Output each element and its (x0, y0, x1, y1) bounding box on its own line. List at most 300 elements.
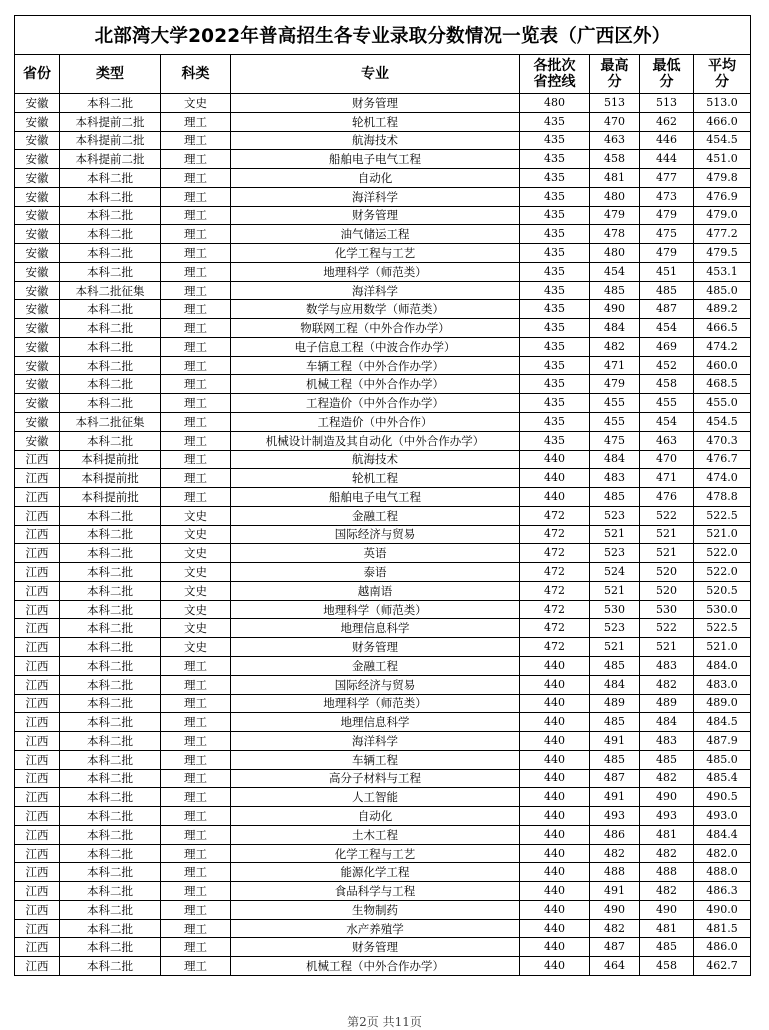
cell-major: 海洋科学 (231, 732, 520, 751)
cell-control-line: 435 (520, 244, 590, 263)
cell-max-score: 479 (590, 206, 640, 225)
cell-type: 本科二批 (60, 206, 161, 225)
cell-province: 江西 (15, 919, 60, 938)
cell-min-score: 458 (640, 375, 694, 394)
cell-major: 航海技术 (231, 131, 520, 150)
cell-category: 理工 (161, 900, 231, 919)
cell-major: 能源化学工程 (231, 863, 520, 882)
cell-category: 理工 (161, 694, 231, 713)
cell-max-score: 523 (590, 544, 640, 563)
table-row (15, 244, 751, 263)
cell-max-score: 491 (590, 788, 640, 807)
table-row (15, 413, 751, 432)
table-row (15, 750, 751, 769)
cell-max-score: 471 (590, 356, 640, 375)
cell-type: 本科提前批 (60, 488, 161, 507)
table-row (15, 581, 751, 600)
table-row (15, 281, 751, 300)
cell-major: 车辆工程（中外合作办学） (231, 356, 520, 375)
cell-avg-score: 490.5 (694, 788, 751, 807)
cell-control-line: 440 (520, 882, 590, 901)
cell-min-score: 490 (640, 900, 694, 919)
header-min-score: 最低分 (640, 55, 694, 94)
cell-control-line: 440 (520, 863, 590, 882)
cell-major: 自动化 (231, 169, 520, 188)
cell-province: 江西 (15, 450, 60, 469)
cell-category: 文史 (161, 506, 231, 525)
cell-major: 土木工程 (231, 825, 520, 844)
cell-avg-score: 470.3 (694, 431, 751, 450)
table-row (15, 394, 751, 413)
cell-province: 江西 (15, 825, 60, 844)
cell-province: 江西 (15, 750, 60, 769)
cell-category: 文史 (161, 94, 231, 113)
cell-province: 江西 (15, 713, 60, 732)
cell-major: 地理科学（师范类） (231, 262, 520, 281)
cell-category: 理工 (161, 788, 231, 807)
cell-max-score: 479 (590, 375, 640, 394)
cell-avg-score: 520.5 (694, 581, 751, 600)
cell-avg-score: 462.7 (694, 957, 751, 976)
cell-control-line: 440 (520, 469, 590, 488)
cell-avg-score: 468.5 (694, 375, 751, 394)
cell-min-score: 520 (640, 563, 694, 582)
cell-min-score: 446 (640, 131, 694, 150)
cell-major: 工程造价（中外合作） (231, 413, 520, 432)
cell-category: 理工 (161, 150, 231, 169)
cell-category: 文史 (161, 600, 231, 619)
cell-max-score: 493 (590, 807, 640, 826)
cell-avg-score: 483.0 (694, 675, 751, 694)
cell-type: 本科二批 (60, 169, 161, 188)
cell-control-line: 435 (520, 131, 590, 150)
cell-province: 江西 (15, 525, 60, 544)
cell-max-score: 485 (590, 656, 640, 675)
cell-control-line: 435 (520, 337, 590, 356)
cell-province: 安徽 (15, 394, 60, 413)
cell-max-score: 484 (590, 450, 640, 469)
cell-min-score: 482 (640, 675, 694, 694)
cell-max-score: 485 (590, 750, 640, 769)
cell-min-score: 476 (640, 488, 694, 507)
cell-major: 财务管理 (231, 638, 520, 657)
cell-category: 理工 (161, 356, 231, 375)
cell-category: 理工 (161, 413, 231, 432)
cell-min-score: 484 (640, 713, 694, 732)
cell-type: 本科二批 (60, 600, 161, 619)
cell-max-score: 491 (590, 882, 640, 901)
cell-max-score: 484 (590, 675, 640, 694)
cell-major: 生物制药 (231, 900, 520, 919)
cell-major: 地理信息科学 (231, 713, 520, 732)
header-province: 省份 (15, 55, 60, 94)
cell-control-line: 440 (520, 675, 590, 694)
cell-control-line: 440 (520, 450, 590, 469)
cell-min-score: 455 (640, 394, 694, 413)
cell-province: 江西 (15, 900, 60, 919)
cell-type: 本科二批 (60, 788, 161, 807)
cell-max-score: 455 (590, 394, 640, 413)
cell-avg-score: 522.5 (694, 619, 751, 638)
cell-avg-score: 489.0 (694, 694, 751, 713)
cell-min-score: 463 (640, 431, 694, 450)
table-row (15, 619, 751, 638)
cell-min-score: 485 (640, 750, 694, 769)
cell-avg-score: 513.0 (694, 94, 751, 113)
table-row (15, 337, 751, 356)
cell-min-score: 462 (640, 112, 694, 131)
cell-avg-score: 477.2 (694, 225, 751, 244)
cell-avg-score: 454.5 (694, 131, 751, 150)
cell-province: 江西 (15, 600, 60, 619)
cell-max-score: 485 (590, 713, 640, 732)
cell-min-score: 530 (640, 600, 694, 619)
cell-min-score: 488 (640, 863, 694, 882)
cell-type: 本科二批 (60, 732, 161, 751)
cell-type: 本科二批 (60, 900, 161, 919)
cell-type: 本科二批 (60, 807, 161, 826)
cell-type: 本科二批 (60, 94, 161, 113)
cell-major: 泰语 (231, 563, 520, 582)
cell-control-line: 472 (520, 619, 590, 638)
cell-max-score: 513 (590, 94, 640, 113)
table-row (15, 112, 751, 131)
cell-min-score: 487 (640, 300, 694, 319)
cell-avg-score: 476.7 (694, 450, 751, 469)
cell-avg-score: 466.5 (694, 319, 751, 338)
cell-max-score: 482 (590, 337, 640, 356)
cell-control-line: 440 (520, 938, 590, 957)
cell-province: 安徽 (15, 300, 60, 319)
cell-type: 本科二批 (60, 938, 161, 957)
cell-avg-score: 485.0 (694, 750, 751, 769)
cell-category: 理工 (161, 844, 231, 863)
header-category: 科类 (161, 55, 231, 94)
cell-province: 安徽 (15, 262, 60, 281)
cell-major: 财务管理 (231, 206, 520, 225)
cell-control-line: 435 (520, 431, 590, 450)
cell-major: 机械工程（中外合作办学） (231, 375, 520, 394)
cell-category: 理工 (161, 206, 231, 225)
cell-control-line: 440 (520, 844, 590, 863)
cell-type: 本科提前二批 (60, 150, 161, 169)
table-row (15, 375, 751, 394)
cell-category: 理工 (161, 488, 231, 507)
cell-major: 船舶电子电气工程 (231, 150, 520, 169)
cell-max-score: 491 (590, 732, 640, 751)
cell-min-score: 469 (640, 337, 694, 356)
cell-avg-score: 478.8 (694, 488, 751, 507)
cell-avg-score: 455.0 (694, 394, 751, 413)
cell-category: 理工 (161, 225, 231, 244)
cell-type: 本科二批 (60, 262, 161, 281)
cell-category: 文史 (161, 638, 231, 657)
cell-major: 高分子材料与工程 (231, 769, 520, 788)
cell-min-score: 477 (640, 169, 694, 188)
cell-province: 安徽 (15, 169, 60, 188)
cell-major: 地理科学（师范类） (231, 694, 520, 713)
cell-min-score: 513 (640, 94, 694, 113)
cell-category: 理工 (161, 375, 231, 394)
cell-control-line: 440 (520, 825, 590, 844)
table-row (15, 450, 751, 469)
cell-avg-score: 521.0 (694, 525, 751, 544)
cell-min-score: 479 (640, 206, 694, 225)
cell-max-score: 490 (590, 300, 640, 319)
cell-category: 理工 (161, 807, 231, 826)
cell-category: 理工 (161, 919, 231, 938)
cell-major: 国际经济与贸易 (231, 525, 520, 544)
cell-province: 安徽 (15, 337, 60, 356)
table-row (15, 262, 751, 281)
cell-max-score: 482 (590, 919, 640, 938)
cell-min-score: 483 (640, 656, 694, 675)
cell-control-line: 435 (520, 319, 590, 338)
cell-control-line: 440 (520, 694, 590, 713)
cell-province: 安徽 (15, 187, 60, 206)
cell-avg-score: 489.2 (694, 300, 751, 319)
cell-min-score: 454 (640, 319, 694, 338)
table-row (15, 882, 751, 901)
cell-max-score: 482 (590, 844, 640, 863)
cell-province: 安徽 (15, 319, 60, 338)
cell-max-score: 458 (590, 150, 640, 169)
cell-control-line: 472 (520, 506, 590, 525)
table-row (15, 638, 751, 657)
table-row (15, 319, 751, 338)
cell-control-line: 440 (520, 919, 590, 938)
cell-control-line: 435 (520, 169, 590, 188)
cell-type: 本科二批 (60, 300, 161, 319)
table-row (15, 600, 751, 619)
cell-avg-score: 485.4 (694, 769, 751, 788)
cell-max-score: 455 (590, 413, 640, 432)
table-row (15, 94, 751, 113)
cell-max-score: 454 (590, 262, 640, 281)
cell-avg-score: 488.0 (694, 863, 751, 882)
cell-category: 理工 (161, 187, 231, 206)
cell-major: 英语 (231, 544, 520, 563)
cell-max-score: 481 (590, 169, 640, 188)
cell-type: 本科二批 (60, 431, 161, 450)
cell-major: 轮机工程 (231, 469, 520, 488)
cell-avg-score: 530.0 (694, 600, 751, 619)
cell-category: 理工 (161, 863, 231, 882)
cell-avg-score: 479.0 (694, 206, 751, 225)
cell-province: 江西 (15, 581, 60, 600)
cell-control-line: 440 (520, 656, 590, 675)
cell-province: 安徽 (15, 356, 60, 375)
cell-avg-score: 460.0 (694, 356, 751, 375)
cell-province: 安徽 (15, 150, 60, 169)
cell-category: 文史 (161, 544, 231, 563)
cell-major: 机械设计制造及其自动化（中外合作办学） (231, 431, 520, 450)
cell-province: 江西 (15, 769, 60, 788)
cell-category: 理工 (161, 882, 231, 901)
cell-control-line: 480 (520, 94, 590, 113)
cell-type: 本科提前二批 (60, 112, 161, 131)
cell-province: 江西 (15, 638, 60, 657)
cell-control-line: 472 (520, 600, 590, 619)
cell-control-line: 472 (520, 563, 590, 582)
cell-province: 江西 (15, 938, 60, 957)
cell-control-line: 472 (520, 581, 590, 600)
table-row (15, 900, 751, 919)
cell-major: 物联网工程（中外合作办学） (231, 319, 520, 338)
cell-category: 理工 (161, 713, 231, 732)
cell-major: 海洋科学 (231, 187, 520, 206)
cell-category: 理工 (161, 750, 231, 769)
cell-category: 理工 (161, 450, 231, 469)
cell-major: 轮机工程 (231, 112, 520, 131)
cell-max-score: 475 (590, 431, 640, 450)
cell-province: 安徽 (15, 375, 60, 394)
cell-avg-score: 493.0 (694, 807, 751, 826)
cell-province: 安徽 (15, 112, 60, 131)
table-row (15, 525, 751, 544)
cell-control-line: 435 (520, 375, 590, 394)
cell-category: 理工 (161, 300, 231, 319)
cell-control-line: 435 (520, 356, 590, 375)
cell-min-score: 489 (640, 694, 694, 713)
cell-control-line: 435 (520, 394, 590, 413)
table-row (15, 563, 751, 582)
cell-type: 本科二批 (60, 356, 161, 375)
cell-min-score: 454 (640, 413, 694, 432)
cell-avg-score: 486.0 (694, 938, 751, 957)
cell-min-score: 493 (640, 807, 694, 826)
cell-major: 化学工程与工艺 (231, 844, 520, 863)
table-row (15, 169, 751, 188)
cell-type: 本科二批 (60, 619, 161, 638)
cell-avg-score: 474.0 (694, 469, 751, 488)
header-max-score: 最高分 (590, 55, 640, 94)
cell-category: 理工 (161, 825, 231, 844)
cell-major: 航海技术 (231, 450, 520, 469)
cell-min-score: 444 (640, 150, 694, 169)
cell-max-score: 480 (590, 187, 640, 206)
cell-max-score: 521 (590, 581, 640, 600)
cell-avg-score: 479.5 (694, 244, 751, 263)
admission-score-sheet (14, 15, 750, 976)
cell-control-line: 440 (520, 957, 590, 976)
cell-type: 本科二批征集 (60, 413, 161, 432)
cell-province: 江西 (15, 732, 60, 751)
cell-type: 本科二批征集 (60, 281, 161, 300)
cell-control-line: 440 (520, 750, 590, 769)
cell-max-score: 478 (590, 225, 640, 244)
cell-category: 理工 (161, 262, 231, 281)
cell-min-score: 482 (640, 882, 694, 901)
cell-avg-score: 453.1 (694, 262, 751, 281)
header-control-line: 各批次省控线 (520, 55, 590, 94)
cell-type: 本科二批 (60, 375, 161, 394)
table-row (15, 957, 751, 976)
cell-major: 越南语 (231, 581, 520, 600)
cell-type: 本科二批 (60, 957, 161, 976)
cell-type: 本科二批 (60, 919, 161, 938)
cell-control-line: 472 (520, 544, 590, 563)
cell-min-score: 521 (640, 525, 694, 544)
cell-max-score: 483 (590, 469, 640, 488)
cell-control-line: 440 (520, 488, 590, 507)
cell-major: 工程造价（中外合作办学） (231, 394, 520, 413)
cell-type: 本科二批 (60, 675, 161, 694)
cell-avg-score: 454.5 (694, 413, 751, 432)
header-avg-score: 平均分 (694, 55, 751, 94)
cell-province: 江西 (15, 675, 60, 694)
cell-avg-score: 474.2 (694, 337, 751, 356)
cell-max-score: 521 (590, 525, 640, 544)
cell-province: 安徽 (15, 94, 60, 113)
cell-control-line: 435 (520, 225, 590, 244)
table-row (15, 469, 751, 488)
cell-major: 地理信息科学 (231, 619, 520, 638)
cell-min-score: 481 (640, 825, 694, 844)
cell-province: 安徽 (15, 281, 60, 300)
table-row (15, 150, 751, 169)
cell-min-score: 482 (640, 844, 694, 863)
cell-control-line: 435 (520, 262, 590, 281)
cell-category: 理工 (161, 769, 231, 788)
cell-control-line: 435 (520, 413, 590, 432)
cell-min-score: 479 (640, 244, 694, 263)
cell-min-score: 521 (640, 544, 694, 563)
cell-province: 安徽 (15, 431, 60, 450)
cell-control-line: 472 (520, 638, 590, 657)
cell-min-score: 522 (640, 619, 694, 638)
cell-major: 财务管理 (231, 94, 520, 113)
table-row (15, 769, 751, 788)
cell-major: 食品科学与工程 (231, 882, 520, 901)
cell-max-score: 523 (590, 619, 640, 638)
table-row (15, 356, 751, 375)
cell-major: 机械工程（中外合作办学） (231, 957, 520, 976)
cell-min-score: 452 (640, 356, 694, 375)
cell-type: 本科二批 (60, 882, 161, 901)
cell-max-score: 464 (590, 957, 640, 976)
cell-province: 江西 (15, 619, 60, 638)
cell-province: 安徽 (15, 225, 60, 244)
cell-province: 江西 (15, 506, 60, 525)
cell-province: 江西 (15, 863, 60, 882)
cell-type: 本科二批 (60, 713, 161, 732)
cell-max-score: 523 (590, 506, 640, 525)
cell-major: 国际经济与贸易 (231, 675, 520, 694)
cell-max-score: 487 (590, 938, 640, 957)
table-row (15, 694, 751, 713)
cell-control-line: 440 (520, 732, 590, 751)
cell-max-score: 485 (590, 281, 640, 300)
cell-type: 本科二批 (60, 863, 161, 882)
cell-category: 理工 (161, 431, 231, 450)
cell-category: 文史 (161, 619, 231, 638)
cell-control-line: 435 (520, 206, 590, 225)
cell-province: 江西 (15, 469, 60, 488)
table-row (15, 713, 751, 732)
header-major: 专业 (231, 55, 520, 94)
cell-major: 财务管理 (231, 938, 520, 957)
cell-type: 本科二批 (60, 581, 161, 600)
cell-major: 船舶电子电气工程 (231, 488, 520, 507)
cell-type: 本科二批 (60, 544, 161, 563)
cell-province: 安徽 (15, 413, 60, 432)
cell-major: 电子信息工程（中波合作办学） (231, 337, 520, 356)
cell-type: 本科二批 (60, 750, 161, 769)
cell-province: 安徽 (15, 244, 60, 263)
cell-major: 化学工程与工艺 (231, 244, 520, 263)
cell-avg-score: 522.0 (694, 544, 751, 563)
